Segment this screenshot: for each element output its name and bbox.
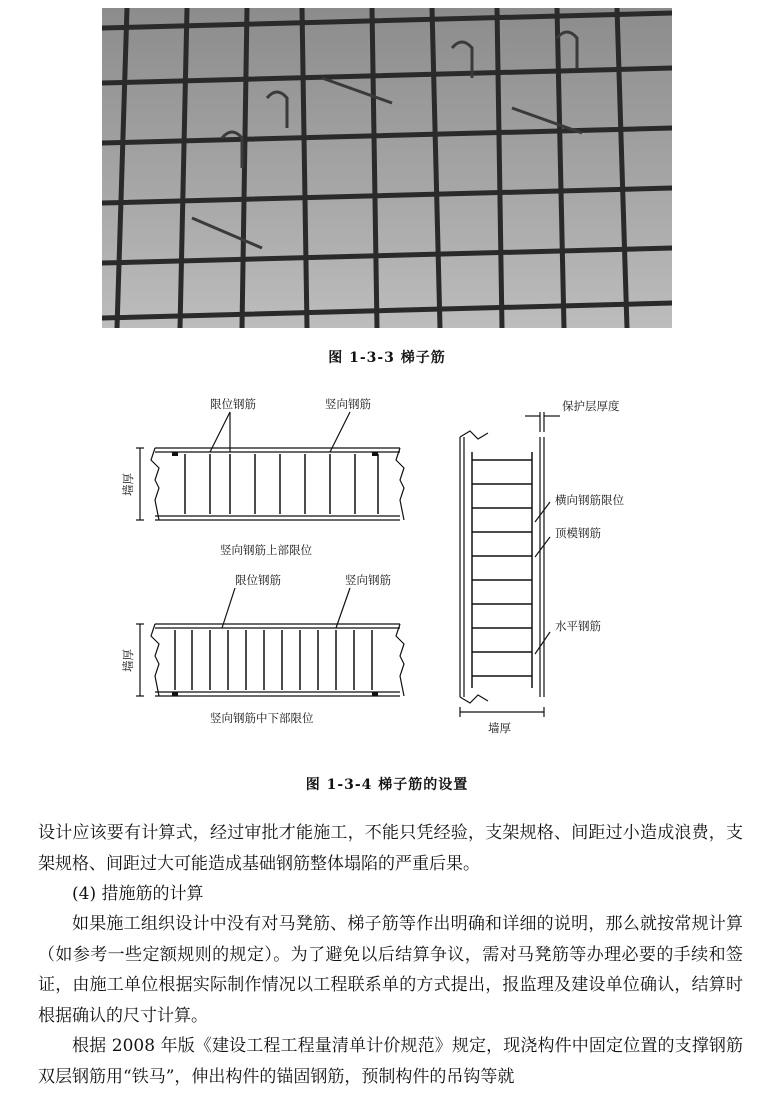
r-cover-label: 保护层厚度 xyxy=(562,399,620,413)
tl-vertical-label: 竖向钢筋 xyxy=(325,397,371,411)
bl-limit-label: 限位钢筋 xyxy=(235,573,281,587)
r-wall-label: 墙厚 xyxy=(488,721,511,735)
tl-subcaption: 竖向钢筋上部限位 xyxy=(220,543,312,557)
r-horizontal-label: 水平钢筋 xyxy=(555,619,601,633)
r-horizontal-limit-label: 横向钢筋限位 xyxy=(555,493,624,507)
r-form-top-label: 顶模钢筋 xyxy=(555,526,601,540)
bl-wall-label: 墙厚 xyxy=(121,649,135,672)
tl-wall-label: 墙厚 xyxy=(121,473,135,496)
paragraph-2: 如果施工组织设计中没有对马凳筋、梯子筋等作出明确和详细的说明，那么就按常规计算（如参考一些定额规则的规定）。为了避免以后结算争议，需对马凳筋等办理必要的手续和签证，由施工单位根据实际制作情况以工程联系单的方式提出，报监理及建设单位确认，结算时根据确认的尺寸计算。 xyxy=(38,914,743,1026)
section-heading: (4) 措施筋的计算 xyxy=(72,884,204,904)
figure-1-caption: 图 1-3-3 梯子筋 xyxy=(328,350,446,366)
ladder-rebar-diagram xyxy=(110,392,670,762)
rebar-mesh-photo-icon xyxy=(102,8,672,328)
tl-limit-label: 限位钢筋 xyxy=(210,397,256,411)
bl-subcaption: 竖向钢筋中下部限位 xyxy=(210,711,314,725)
figure-2-caption: 图 1-3-4 梯子筋的设置 xyxy=(305,777,469,793)
bl-vertical-label: 竖向钢筋 xyxy=(345,573,391,587)
paragraph-3: 根据 2008 年版《建设工程工程量清单计价规范》规定，现浇构件中固定位置的支撑钢筋双层钢筋用“铁马”，伸出构件的锚固钢筋，预制构件的吊钩等就 xyxy=(38,1036,743,1087)
paragraph-1: 设计应该要有计算式，经过审批才能施工，不能只凭经验，支架规格、间距过小造成浪费，支架规格、间距过大可能造成基础钢筋整体塌陷的严重后果。 xyxy=(38,823,743,874)
rebar-photo xyxy=(102,8,672,328)
